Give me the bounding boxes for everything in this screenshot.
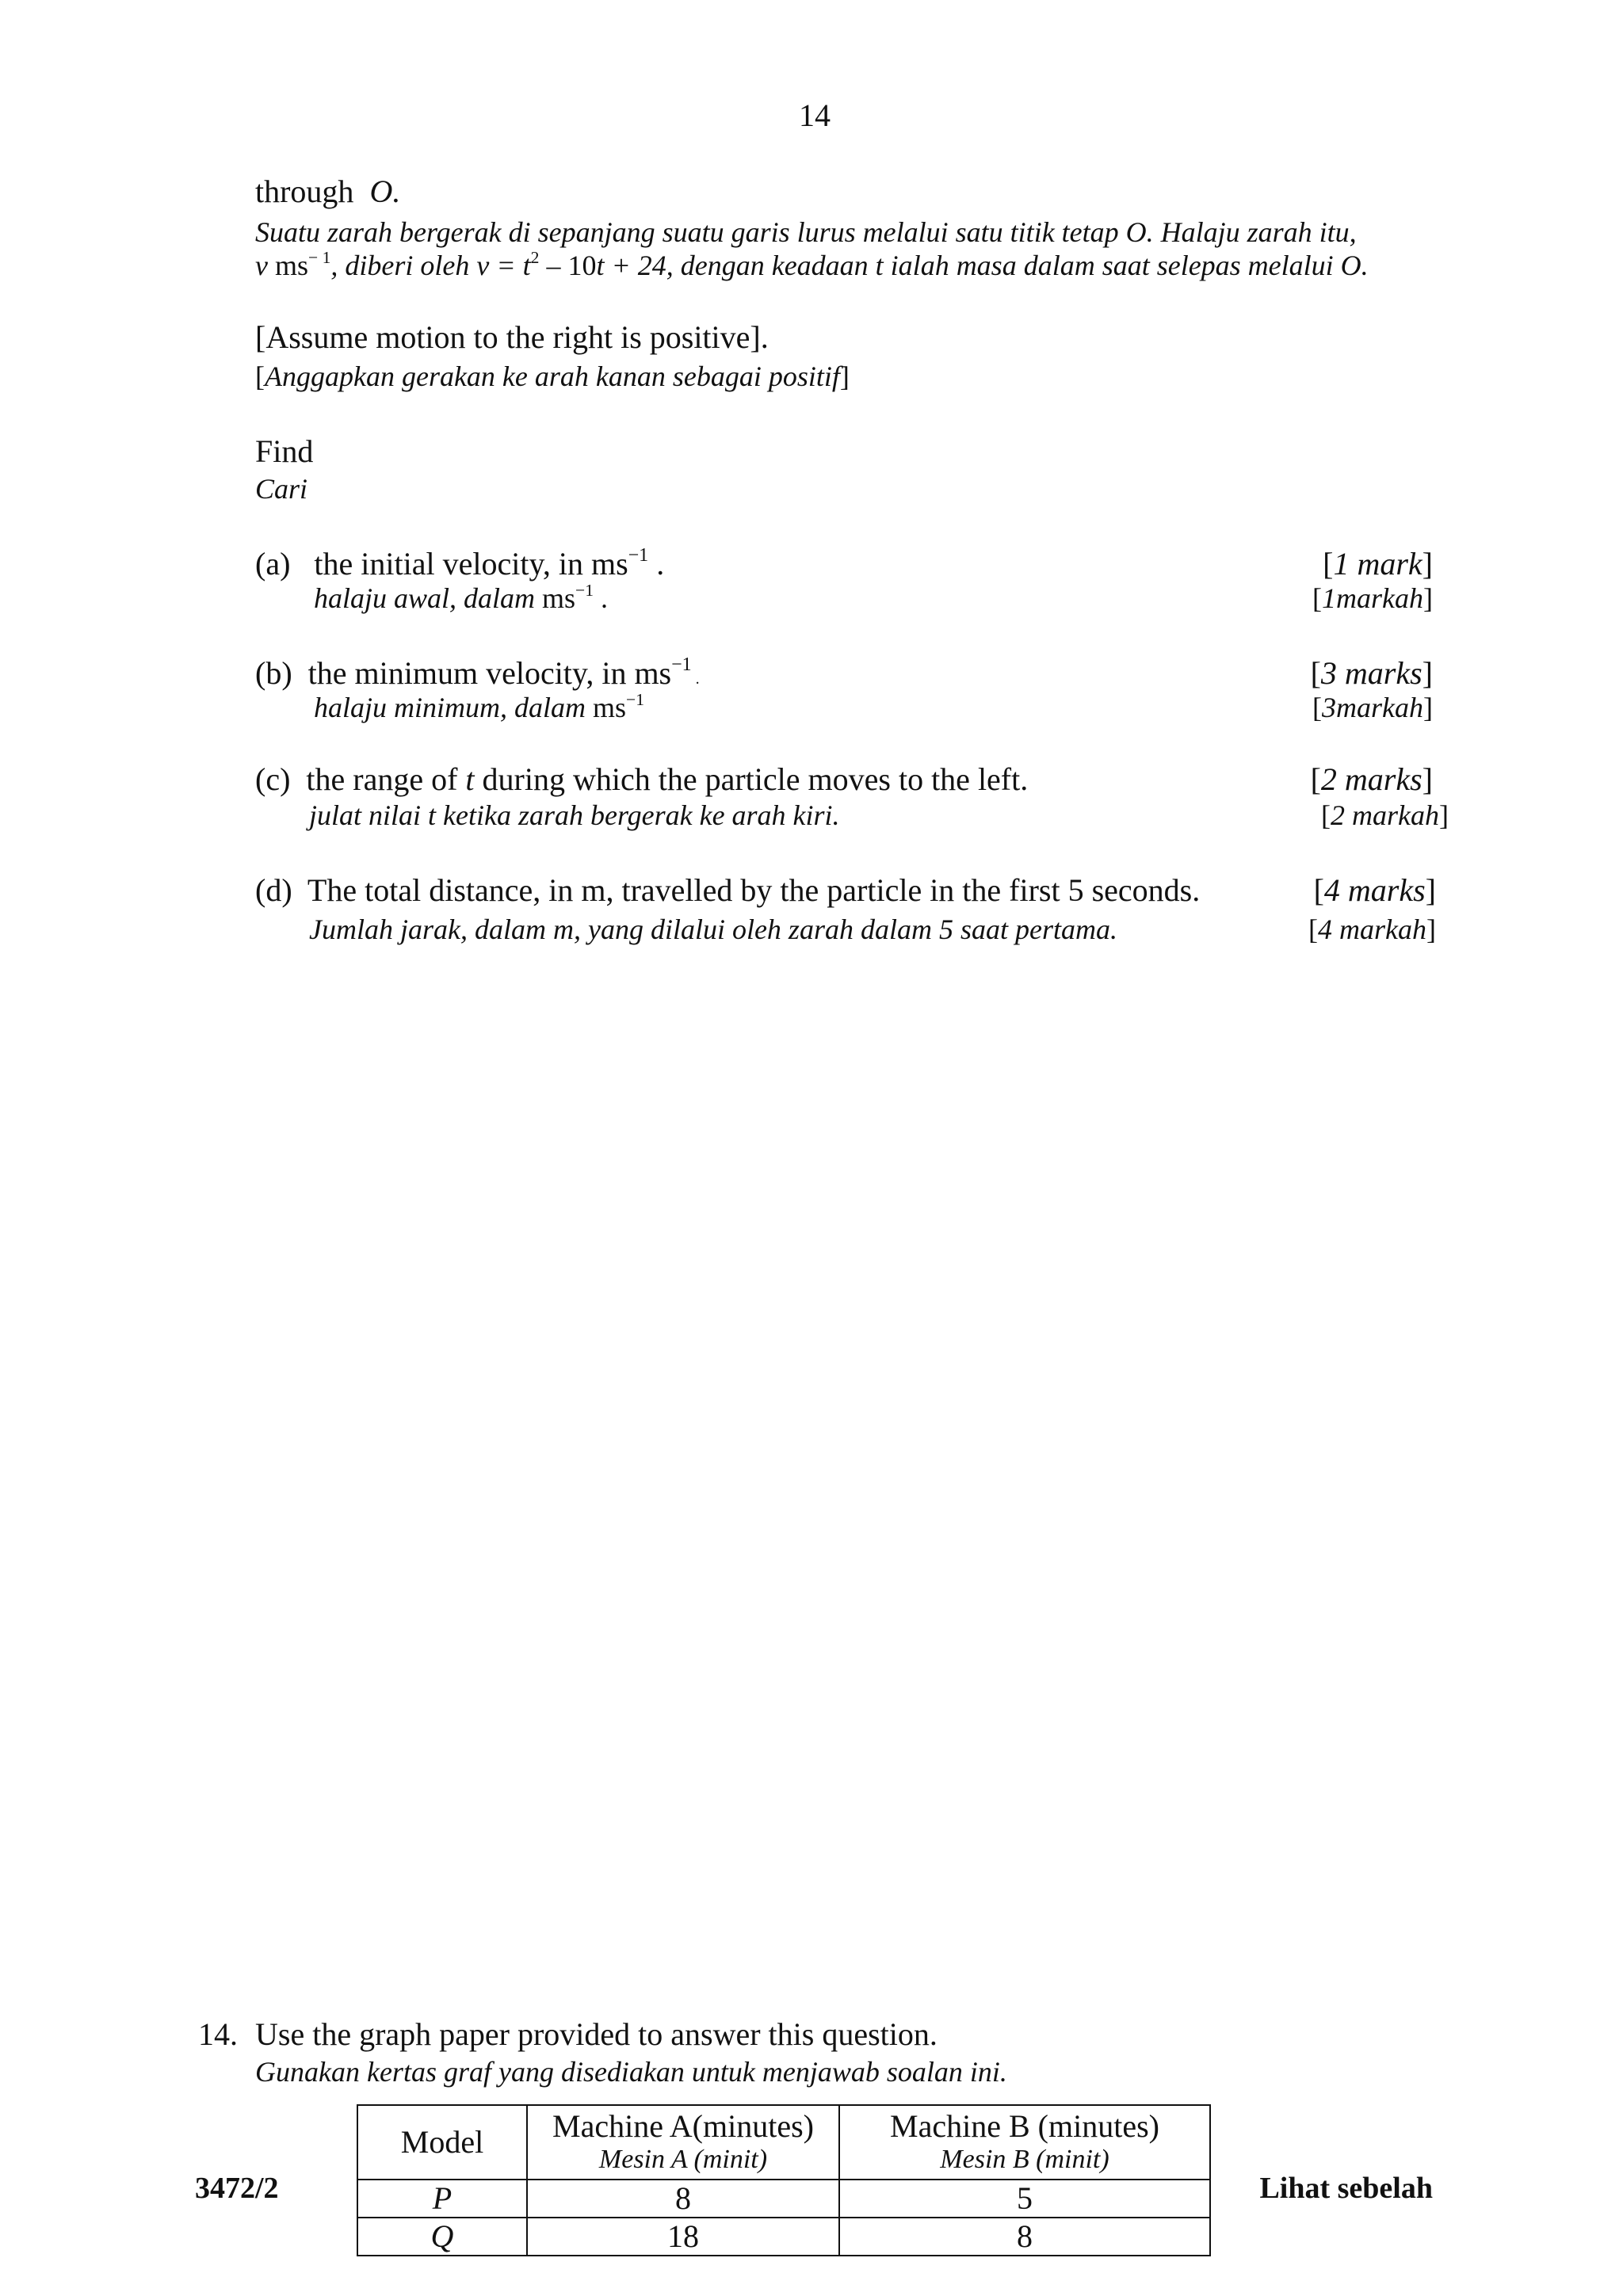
part-a-exp: −1 xyxy=(628,545,649,566)
intro-through-point: O. xyxy=(369,174,401,209)
part-a-my-text: halaju awal, dalam xyxy=(314,582,536,614)
part-b-text: the minimum velocity, in ms xyxy=(307,655,672,691)
part-d-mark-my-open: [ xyxy=(1308,913,1318,945)
part-d-text: The total distance, in m, travelled by the particle in the first 5 seconds. xyxy=(307,872,1201,908)
intro-my-line1: Suatu zarah bergerak di sepanjang suatu garis lurus melalui satu titik tetap O. Halaju zarah itu, xyxy=(255,216,1357,248)
part-b-mark-en-text: 3 marks xyxy=(1320,655,1423,691)
part-a-mark-my xyxy=(1312,582,1433,615)
part-a-mark-en-close: ] xyxy=(1422,546,1433,582)
part-a-label: (a) xyxy=(255,546,291,582)
table-header-machine-a-my: Mesin A (minit) xyxy=(598,2145,768,2174)
part-a-text: the initial velocity, in ms xyxy=(314,546,628,582)
q14-number: 14. xyxy=(198,2016,238,2052)
part-c-text-a: the range of xyxy=(306,761,466,797)
part-a-en xyxy=(255,545,664,582)
part-a-my-exp: −1 xyxy=(575,580,594,600)
table-cell-machine-b: 8 xyxy=(839,2218,1210,2256)
table-header-machine-b-my: Mesin B (minit) xyxy=(940,2145,1109,2174)
part-a-mark-en-open: [ xyxy=(1323,546,1334,582)
table-cell-machine-a: 18 xyxy=(527,2218,839,2256)
part-b-mark-my-open: [ xyxy=(1312,692,1322,723)
part-c-label: (c) xyxy=(255,761,291,797)
page-number: 14 xyxy=(799,97,831,133)
part-b-mark-my xyxy=(1312,691,1433,724)
part-d-mark-en-open: [ xyxy=(1313,872,1324,908)
part-b-en xyxy=(255,654,700,692)
part-c-mark-my xyxy=(1321,799,1449,832)
part-c-mark-en-text: 2 marks xyxy=(1320,761,1423,797)
intro-my-line2 xyxy=(255,249,1369,282)
intro-sq: 2 xyxy=(530,247,540,267)
part-c-mark-my-text: 2 markah xyxy=(1331,799,1439,831)
part-d-my: Jumlah jarak, dalam m, yang dilalui oleh zarah dalam 5 saat pertama. xyxy=(309,913,1117,945)
part-b-my-text: halaju minimum, dalam xyxy=(314,692,586,723)
table-header-model: Model xyxy=(357,2105,527,2180)
part-b-mark-my-close: ] xyxy=(1423,692,1433,723)
part-d-mark-my-text: 4 markah xyxy=(1318,913,1426,945)
part-b-my-unit: ms xyxy=(586,692,627,723)
part-d-mark-my xyxy=(1308,913,1436,946)
table-header-machine-b xyxy=(839,2105,1210,2180)
intro-exp: − 1 xyxy=(308,247,331,267)
part-c-t: t xyxy=(465,761,475,797)
part-a-my-tail: . xyxy=(594,582,609,614)
part-a-tail: . xyxy=(648,546,665,582)
find-en: Find xyxy=(255,433,314,469)
part-a-mark-my-open: [ xyxy=(1312,582,1322,614)
table-header-machine-a xyxy=(527,2105,839,2180)
part-c-en xyxy=(255,761,1028,798)
table-cell-model: P xyxy=(357,2180,527,2218)
part-c-mark-my-close: ] xyxy=(1439,799,1449,831)
part-c-text-b: during which the particle moves to the left. xyxy=(474,761,1029,797)
part-a-my xyxy=(314,582,608,615)
part-b-mark-en xyxy=(1311,654,1433,692)
intro-ms: ms xyxy=(267,250,308,281)
part-b-tail: . xyxy=(691,670,700,688)
part-d-en xyxy=(255,871,1200,909)
table-row xyxy=(357,2180,1210,2218)
intro-rest: + 24, dengan keadaan t ialah masa dalam saat selepas melalui O. xyxy=(604,250,1369,281)
part-a-mark-en xyxy=(1323,545,1433,582)
part-c-mark-en-close: ] xyxy=(1422,761,1433,797)
assume-my-text: Anggapkan gerakan ke arah kanan sebagai positif xyxy=(265,360,840,392)
part-d-mark-en xyxy=(1314,871,1436,909)
assume-my xyxy=(255,360,850,393)
model-table xyxy=(357,2104,1211,2256)
intro-v: v xyxy=(255,250,268,281)
part-c-mark-my-open: [ xyxy=(1321,799,1331,831)
footer-next: Lihat sebelah xyxy=(1259,2172,1433,2205)
part-d-mark-my-close: ] xyxy=(1426,913,1436,945)
table-cell-model: Q xyxy=(357,2218,527,2256)
assume-en: [Assume motion to the right is positive]. xyxy=(255,319,769,355)
intro-t: t xyxy=(596,250,605,281)
intro-through-word: through xyxy=(255,174,354,209)
part-b-mark-my-text: 3markah xyxy=(1322,692,1423,723)
part-b-label: (b) xyxy=(255,655,292,691)
part-c-my: julat nilai t ketika zarah bergerak ke arah kiri. xyxy=(309,799,840,831)
table-header-row xyxy=(357,2105,1210,2180)
table-cell-machine-b: 5 xyxy=(839,2180,1210,2218)
table-cell-machine-a: 8 xyxy=(527,2180,839,2218)
intro-through-line xyxy=(255,173,400,210)
part-b-mark-en-open: [ xyxy=(1310,655,1321,691)
q14-my: Gunakan kertas graf yang disediakan untuk menjawab soalan ini. xyxy=(255,2056,1007,2088)
q14-en: Use the graph paper provided to answer this question. xyxy=(255,2016,938,2052)
part-d-mark-en-close: ] xyxy=(1425,872,1436,908)
part-b-mark-en-close: ] xyxy=(1422,655,1433,691)
part-b-my-exp: −1 xyxy=(626,689,645,709)
part-b-my xyxy=(314,691,644,724)
intro-diberi: , diberi oleh xyxy=(330,250,477,281)
part-a-my-unit: ms xyxy=(535,582,576,614)
part-a-mark-my-text: 1markah xyxy=(1322,582,1423,614)
part-c-mark-en xyxy=(1311,761,1433,798)
part-b-exp: −1 xyxy=(671,654,692,676)
assume-my-close: ] xyxy=(839,360,850,392)
intro-eq1: v = t xyxy=(476,250,531,281)
intro-eq2: – 10 xyxy=(539,250,597,281)
part-c-mark-en-open: [ xyxy=(1310,761,1321,797)
footer-code: 3472/2 xyxy=(195,2172,279,2205)
part-d-mark-en-text: 4 marks xyxy=(1323,872,1426,908)
table-row xyxy=(357,2218,1210,2256)
table-header-machine-b-en: Machine B (minutes) xyxy=(890,2108,1159,2144)
part-d-label: (d) xyxy=(255,872,292,908)
assume-my-open: [ xyxy=(255,360,265,392)
find-my: Cari xyxy=(255,473,308,505)
part-a-mark-my-close: ] xyxy=(1423,582,1433,614)
part-a-mark-en-text: 1 mark xyxy=(1333,546,1423,582)
table-header-machine-a-en: Machine A(minutes) xyxy=(552,2108,814,2144)
